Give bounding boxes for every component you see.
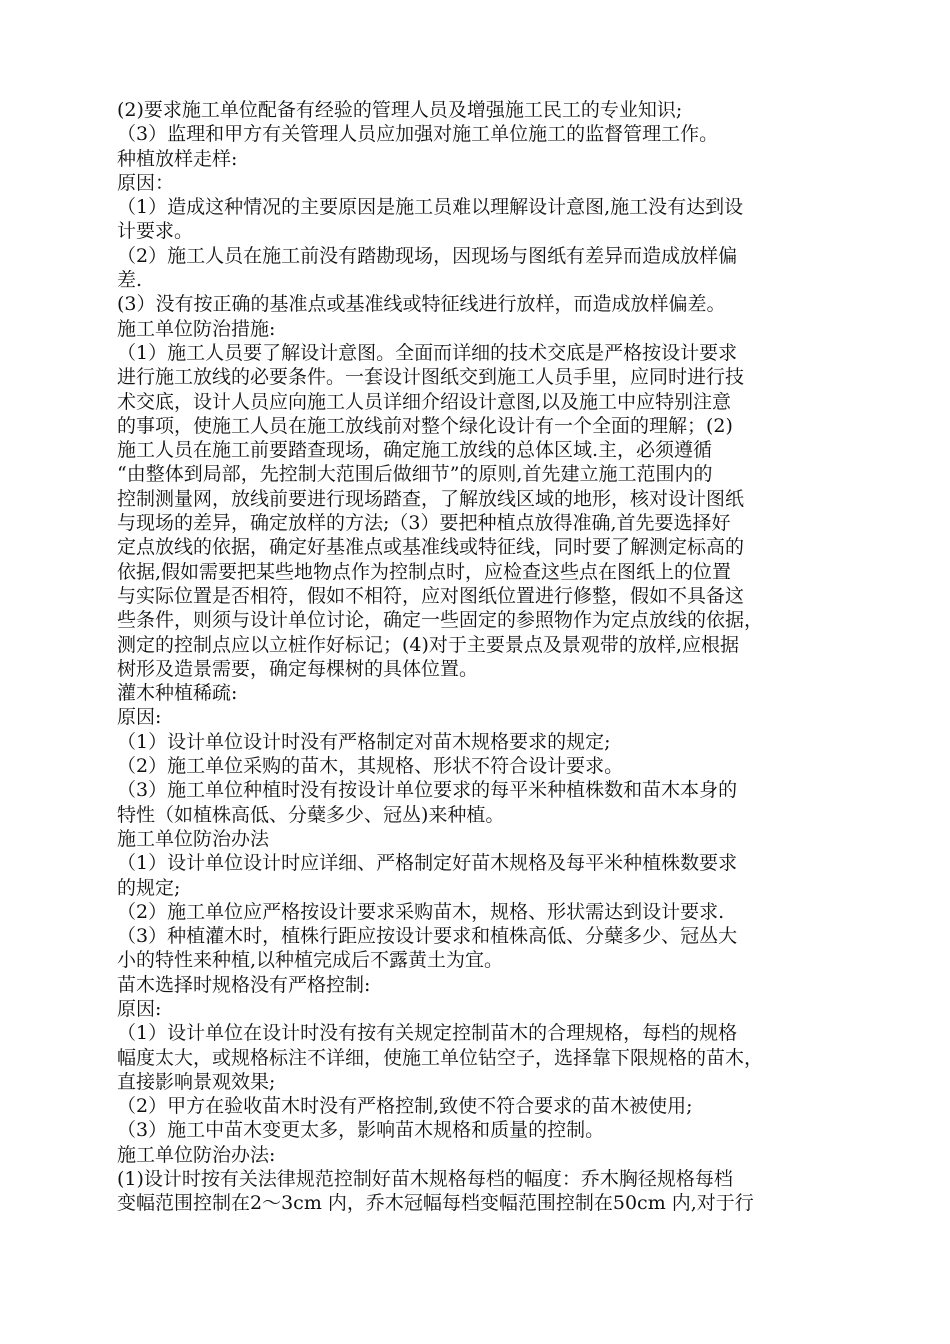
text-line: 种植放样走样: <box>117 147 238 170</box>
text-line: （2）施工单位采购的苗木，其规格、形状不符合设计要求。 <box>117 755 624 778</box>
text-line: 原因: <box>117 997 162 1020</box>
text-line: 原因： <box>117 171 175 194</box>
text-line: 控制测量网，放线前要进行现场踏查，了解放线区域的地形，核对设计图纸 <box>117 487 745 510</box>
text-line: 术交底，设计人员应向施工人员详细介绍设计意图,以及施工中应特别注意 <box>117 390 732 413</box>
text-line: 施工人员在施工前要踏查现场，确定施工放线的总体区域.主，必须遵循 <box>117 439 713 462</box>
text-line: 测定的控制点应以立桩作好标记；(4)对于主要景点及景观带的放样,应根据 <box>117 633 739 656</box>
text-line: （2）甲方在验收苗木时没有严格控制,致使不符合要求的苗木被使用; <box>117 1095 693 1118</box>
text-line: 的事项，使施工人员在施工放线前对整个绿化设计有一个全面的理解；(2) <box>117 414 733 437</box>
text-line: （1）设计单位在设计时没有按有关规定控制苗木的合理规格，每档的规格 <box>117 1022 738 1045</box>
text-line: 的规定; <box>117 876 181 899</box>
text-line: (1)设计时按有关法律规范控制好苗木规格每档的幅度：乔木胸径规格每档 <box>117 1168 733 1191</box>
document-body <box>117 98 867 1216</box>
text-line: 些条件，则须与设计单位讨论，确定一些固定的参照物作为定点放线的依据， <box>117 609 764 632</box>
text-line: （3）监理和甲方有关管理人员应加强对施工单位施工的监督管理工作。 <box>117 123 719 146</box>
text-line: (3）没有按正确的基准点或基准线或特征线进行放样，而造成放样偏差。 <box>117 293 726 316</box>
text-line: （2）施工人员在施工前没有踏勘现场，因现场与图纸有差异而造成放样偏 <box>117 244 738 267</box>
text-line: 定点放线的依据，确定好基准点或基准线或特征线，同时要了解测定标高的 <box>117 536 745 559</box>
text-line: 依据,假如需要把某些地物点作为控制点时，应检查这些点在图纸上的位置 <box>117 560 732 583</box>
text-line: （1）设计单位设计时没有严格制定对苗木规格要求的规定; <box>117 730 611 753</box>
text-line: （2）施工单位应严格按设计要求采购苗木，规格、形状需达到设计要求. <box>117 900 725 923</box>
text-line: “由整体到局部，先控制大范围后做细节”的原则,首先建立施工范围内的 <box>117 463 713 486</box>
text-line: 与现场的差异，确定放样的方法;（3）要把种植点放得准确,首先要选择好 <box>117 512 731 535</box>
text-line: 特性（如植株高低、分蘖多少、冠丛)来种植。 <box>117 803 505 826</box>
text-line: （1）施工人员要了解设计意图。全面而详细的技术交底是严格按设计要求 <box>117 341 738 364</box>
text-line: 幅度太大，或规格标注不详细，使施工单位钻空子，选择靠下限规格的苗木， <box>117 1046 764 1069</box>
text-line: 小的特性来种植,以种植完成后不露黄土为宜。 <box>117 949 504 972</box>
text-line: (2)要求施工单位配备有经验的管理人员及增强施工民工的专业知识; <box>117 99 683 121</box>
text-line: 施工单位防治措施: <box>117 317 276 340</box>
text-line: 树形及造景需要，确定每棵树的具体位置。 <box>117 657 479 680</box>
text-line: 变幅范围控制在2～3cm 内，乔木冠幅每档变幅范围控制在50cm 内,对于行 <box>117 1192 754 1215</box>
text-line: 施工单位防治办法 <box>117 827 270 850</box>
text-line: 与实际位置是否相符，假如不相符，应对图纸位置进行修整，假如不具备这 <box>117 584 745 607</box>
text-line: （3）施工中苗木变更太多，影响苗木规格和质量的控制。 <box>117 1119 605 1142</box>
text-line: 直接影响景观效果; <box>117 1070 276 1093</box>
text-line: 计要求。 <box>117 220 194 243</box>
text-line: （3）种植灌木时，植株行距应按设计要求和植株高低、分蘖多少、冠丛大 <box>117 925 738 948</box>
text-line: 进行施工放线的必要条件。一套设计图纸交到施工人员手里，应同时进行技 <box>117 366 745 389</box>
text-line: 苗木选择时规格没有严格控制: <box>117 973 371 996</box>
text-line: 灌木种植稀疏: <box>117 682 238 705</box>
text-line: （3）施工单位种植时没有按设计单位要求的每平米种植株数和苗木本身的 <box>117 779 738 802</box>
text-line: （1）设计单位设计时应详细、严格制定好苗木规格及每平米种植株数要求 <box>117 852 738 875</box>
text-line: （1）造成这种情况的主要原因是施工员难以理解设计意图,施工没有达到设 <box>117 196 744 219</box>
text-line: 原因: <box>117 706 162 729</box>
text-line: 差. <box>117 269 143 292</box>
text-line: 施工单位防治办法: <box>117 1143 276 1166</box>
